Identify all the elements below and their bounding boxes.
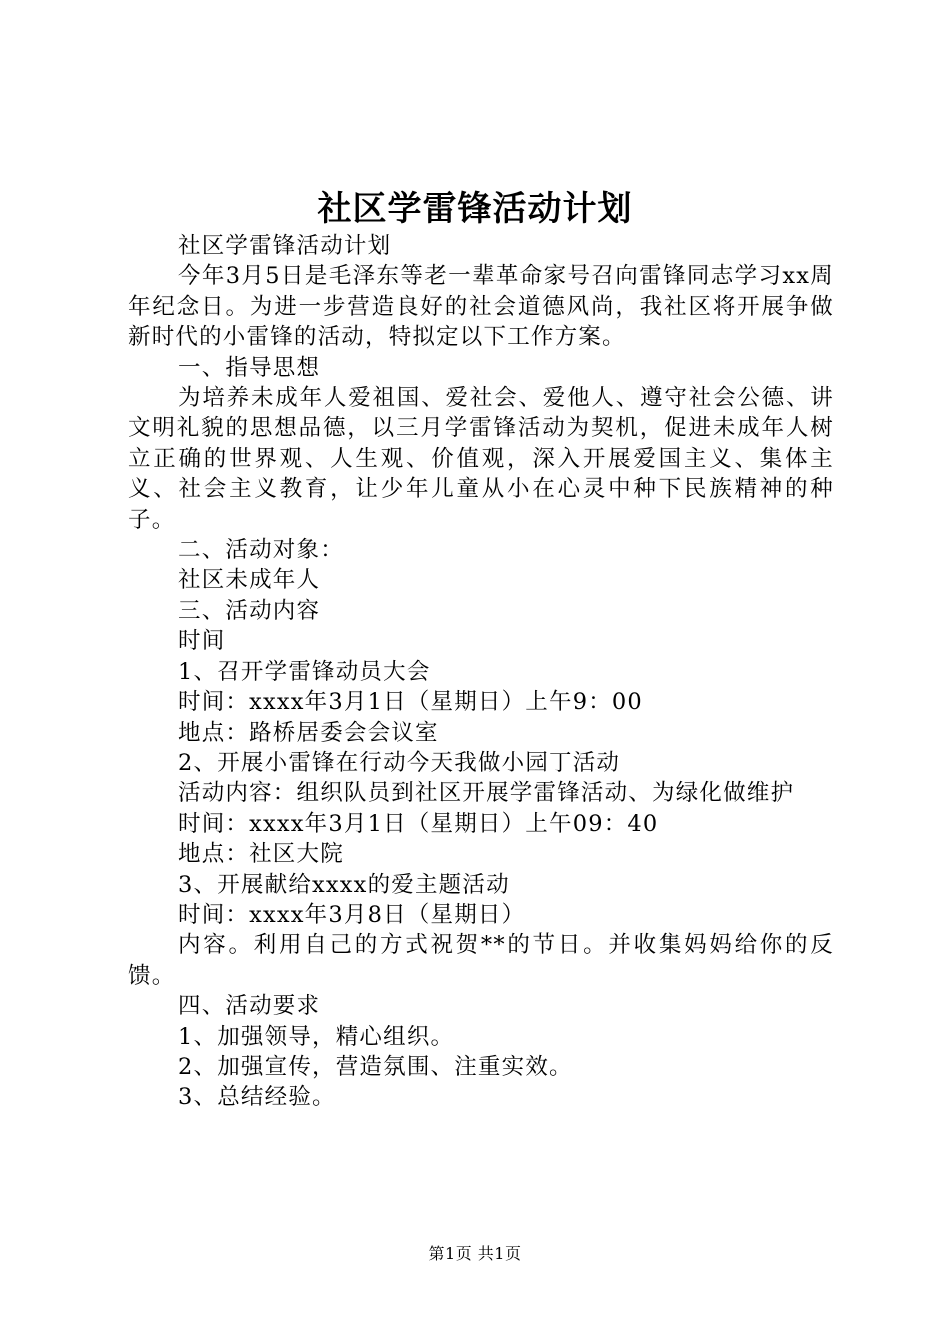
item-1-location: 地点：路桥居委会会议室 xyxy=(178,719,439,746)
requirement-1: 1、加强领导，精心组织。 xyxy=(178,1023,455,1050)
document-body xyxy=(128,231,834,1113)
item-2-title: 2、开展小雷锋在行动今天我做小园丁活动 xyxy=(178,749,621,776)
item-2-location: 地点：社区大院 xyxy=(178,841,344,868)
requirement-3: 3、总结经验。 xyxy=(178,1084,336,1111)
heading-activity-target: 二、活动对象： xyxy=(178,537,344,564)
item-2-time: 时间：xxxx年3月1日（星期日）上午09：40 xyxy=(178,810,659,837)
heading-guiding-ideology: 一、指导思想 xyxy=(178,354,321,381)
item-3-title: 3、开展献给xxxx的爱主题活动 xyxy=(178,871,510,898)
heading-requirements: 四、活动要求 xyxy=(178,993,321,1020)
item-3-content: 内容。利用自己的方式祝贺**的节日。并收集妈妈给你的反馈。 xyxy=(128,932,834,989)
paragraph-time-label: 时间 xyxy=(178,628,226,655)
heading-activity-content: 三、活动内容 xyxy=(178,597,321,624)
paragraph-activity-target: 社区未成年人 xyxy=(178,567,321,594)
paragraph-guiding-ideology: 为培养未成年人爱祖国、爱社会、爱他人、遵守社会公德、讲文明礼貌的思想品德，以三月学雷锋活动为契机，促进未成年人树立正确的世界观、人生观、价值观，深入开展爱国主义、集体主义、社会主义教育，让少年儿童从小在心灵中种下民族精神的种子。 xyxy=(128,385,834,533)
document-title: 社区学雷锋活动计划 xyxy=(317,189,633,229)
item-2-content: 活动内容：组织队员到社区开展学雷锋活动、为绿化做维护 xyxy=(178,780,795,807)
item-1-time: 时间：xxxx年3月1日（星期日）上午9：00 xyxy=(178,689,643,716)
item-1-title: 1、召开学雷锋动员大会 xyxy=(178,658,431,685)
item-3-time: 时间：xxxx年3月8日（星期日） xyxy=(178,901,526,928)
paragraph-subtitle: 社区学雷锋活动计划 xyxy=(178,233,392,259)
paragraph-intro: 今年3月5日是毛泽东等老一辈革命家号召向雷锋同志学习xx周年纪念日。为进一步营造良好的社会道德风尚，我社区将开展争做新时代的小雷锋的活动，特拟定以下工作方案。 xyxy=(128,263,834,351)
requirement-2: 2、加强宣传，营造氛围、注重实效。 xyxy=(178,1053,573,1080)
page-number-footer: 第1页 共1页 xyxy=(428,1244,522,1263)
